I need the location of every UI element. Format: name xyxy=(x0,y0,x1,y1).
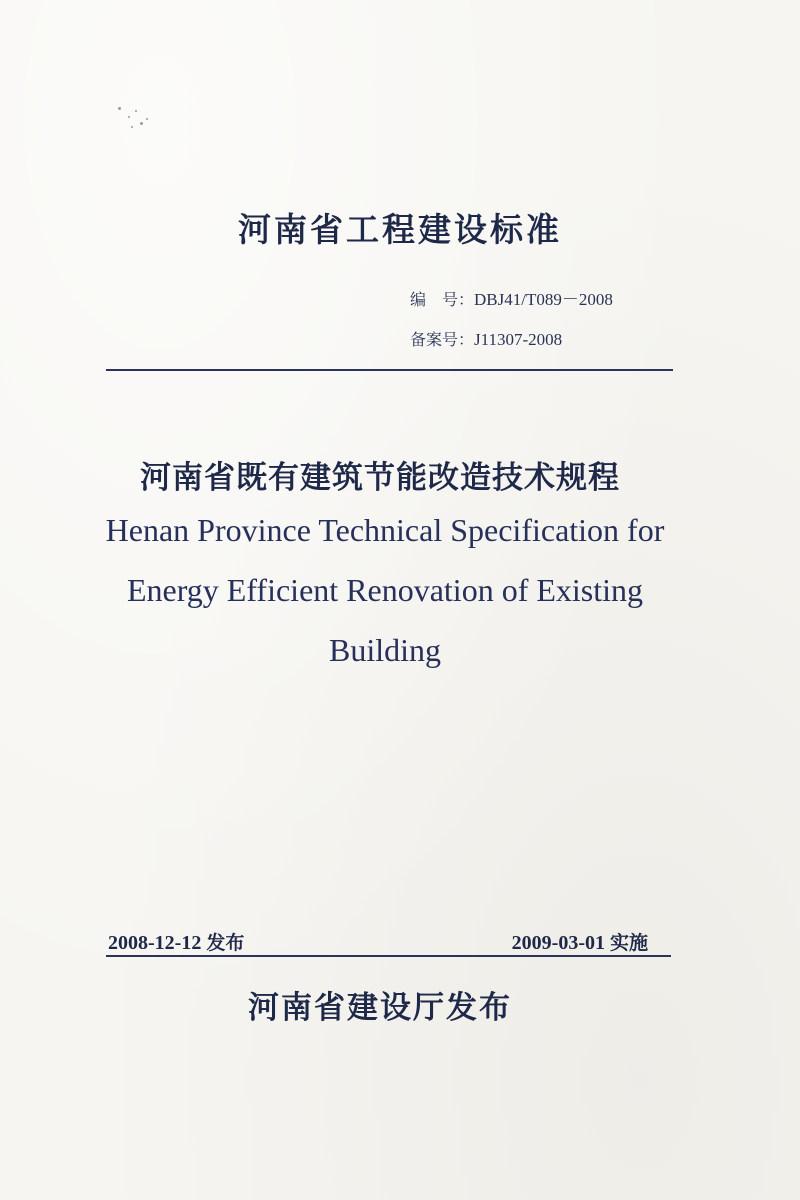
scan-speck xyxy=(118,107,121,110)
issue-date xyxy=(108,928,244,955)
document-title-chinese: 河南省既有建筑节能改造技术规程 xyxy=(140,460,620,496)
standard-code-label: 编 号： xyxy=(410,290,475,309)
scan-speck xyxy=(128,116,130,118)
scan-speck xyxy=(146,118,148,120)
issue-date-label: 发布 xyxy=(206,932,245,954)
scan-speck xyxy=(135,110,137,112)
record-number-value: J11307-2008 xyxy=(474,330,563,349)
scan-speck xyxy=(140,122,143,125)
bottom-divider xyxy=(106,955,671,957)
document-title-english-line-1: Henan Province Technical Specification for xyxy=(105,512,665,548)
record-number xyxy=(410,327,562,350)
document-title-english-line-3: Building xyxy=(328,632,441,668)
standard-code xyxy=(410,285,613,310)
standard-code-value: DBJ41/T089－2008 xyxy=(474,290,613,309)
standard-series-title: 河南省工程建设标准 xyxy=(238,210,562,249)
effective-date-value: 2009-03-01 xyxy=(511,932,605,954)
issue-date-value: 2008-12-12 xyxy=(108,932,202,954)
effective-date xyxy=(512,928,648,955)
record-number-label: 备案号： xyxy=(410,330,475,349)
document-title-english-line-2: Energy Efficient Renovation of Existing xyxy=(126,572,644,608)
scan-speck xyxy=(131,126,133,128)
publisher: 河南省建设厅发布 xyxy=(248,990,512,1026)
top-divider xyxy=(106,369,673,371)
effective-date-label: 实施 xyxy=(609,932,648,954)
